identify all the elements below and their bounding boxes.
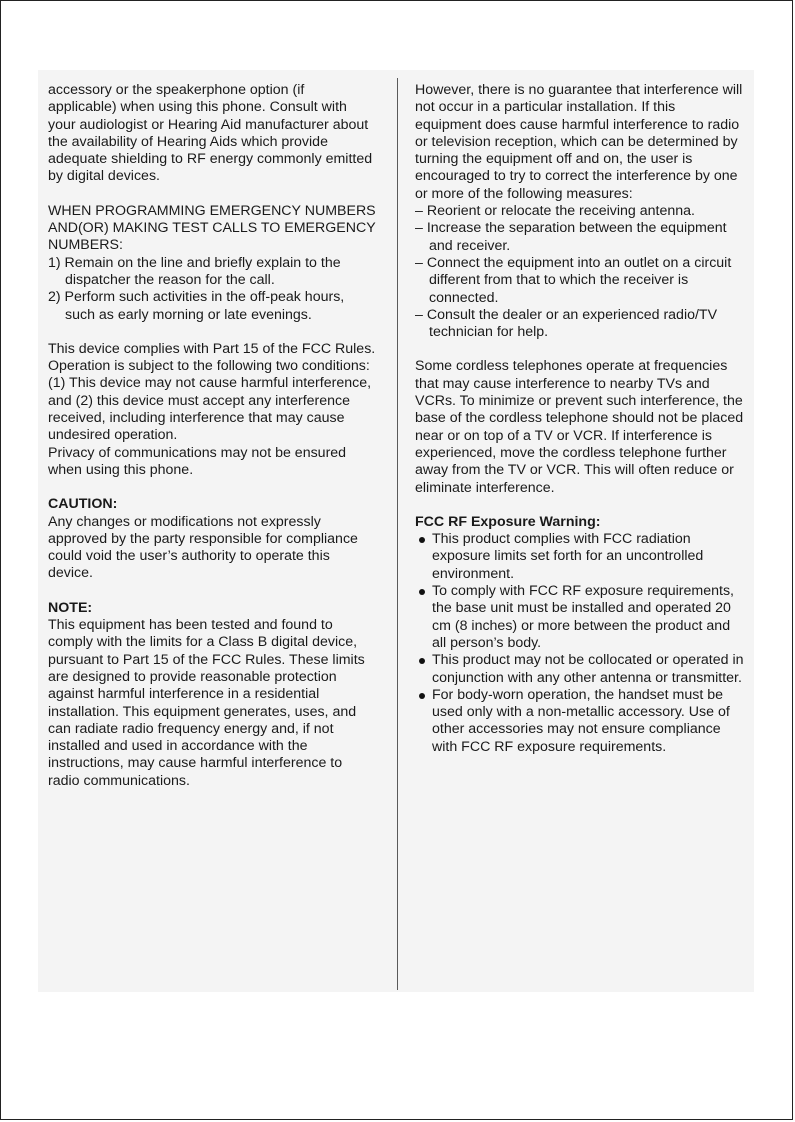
fcc-conditions-paragraph: (1) This device may not cause harmful interference, and (2) this device must accept any interference received, including interference that may cause undesired operation. xyxy=(48,375,372,444)
caution-text: Any changes or modifications not expressly approved by the party responsible for compliance could void the user’s authority to operate this device. xyxy=(48,513,358,582)
guarantee-paragraph: However, there is no guarantee that interference will not occur in a particular installation. If this equipment does cause harmful interference to radio or television reception, which can be determined by turning the equipment off and on, the user is encouraged to try to correct the interference by one or more of the following measures: xyxy=(415,82,743,202)
rf-exposure-heading: FCC RF Exposure Warning: xyxy=(415,513,601,530)
note-text: This equipment has been tested and found to comply with the limits for a Class B digital device, pursuant to Part 15 of the FCC Rules. These limits are designed to provide reasonable protection against harmful interference in a residential installation. This equipment generates, uses, and can radiate radio frequency energy and, if not installed and used in accordance with the instructions, may cause harmful interference to radio communications. xyxy=(48,617,365,789)
privacy-paragraph: Privacy of communications may not be ensured when using this phone. xyxy=(48,444,347,478)
rf-exposure-item: This product complies with FCC radiation exposure limits set forth for an uncontrolled environment. xyxy=(415,531,745,583)
measure-item: – Connect the equipment into an outlet on a circuit different from that to which the receiver is connected. xyxy=(415,254,732,306)
hearing-aid-paragraph: accessory or the speakerphone option (if applicable) when using this phone. Consult with your audiologist or Hearing Aid manufacturer about the availability of Hearing Aids which provide adequate shielding to RF energy commonly emitted by digital devices. xyxy=(48,82,373,185)
column-divider xyxy=(397,78,398,990)
measure-item: – Reorient or relocate the receiving antenna. xyxy=(415,203,695,220)
emergency-heading: WHEN PROGRAMMING EMERGENCY NUMBERS AND(OR) MAKING TEST CALLS TO EMERGENCY NUMBERS: xyxy=(48,202,376,254)
fcc-part15-paragraph: This device complies with Part 15 of the FCC Rules. Operation is subject to the following two conditions: xyxy=(48,340,376,375)
document-page xyxy=(38,70,754,992)
emergency-item-2: 2) Perform such activities in the off-peak hours, such as early morning or late evenings. xyxy=(48,289,345,323)
emergency-item-1: 1) Remain on the line and briefly explain to the dispatcher the reason for the call. xyxy=(48,254,341,288)
measures-list xyxy=(415,203,745,341)
rf-exposure-item: To comply with FCC RF exposure requirements, the base unit must be installed and operated 20 cm (8 inches) or more between the product and all person’s body. xyxy=(415,583,745,652)
left-column xyxy=(48,82,376,790)
caution-heading: CAUTION: xyxy=(48,496,118,513)
measure-item: – Increase the separation between the equipment and receiver. xyxy=(415,220,727,254)
right-column xyxy=(415,82,745,756)
cordless-paragraph: Some cordless telephones operate at frequencies that may cause interference to nearby TVs and VCRs. To minimize or prevent such interference, the base of the cordless telephone should not be placed near or on top of a TV or VCR. If interference is experienced, move the cordless telephone further away from the TV or VCR. This will often reduce or eliminate interference. xyxy=(415,358,744,496)
note-heading: NOTE: xyxy=(48,599,93,616)
measure-item: – Consult the dealer or an experienced radio/TV technician for help. xyxy=(415,306,718,341)
rf-exposure-list xyxy=(415,531,745,756)
rf-exposure-item: For body-worn operation, the handset must be used only with a non-metallic accessory. Use of other accessories may not ensure compliance with FCC RF exposure requirements. xyxy=(415,687,745,756)
rf-exposure-item: This product may not be collocated or operated in conjunction with any other antenna or transmitter. xyxy=(415,652,745,687)
